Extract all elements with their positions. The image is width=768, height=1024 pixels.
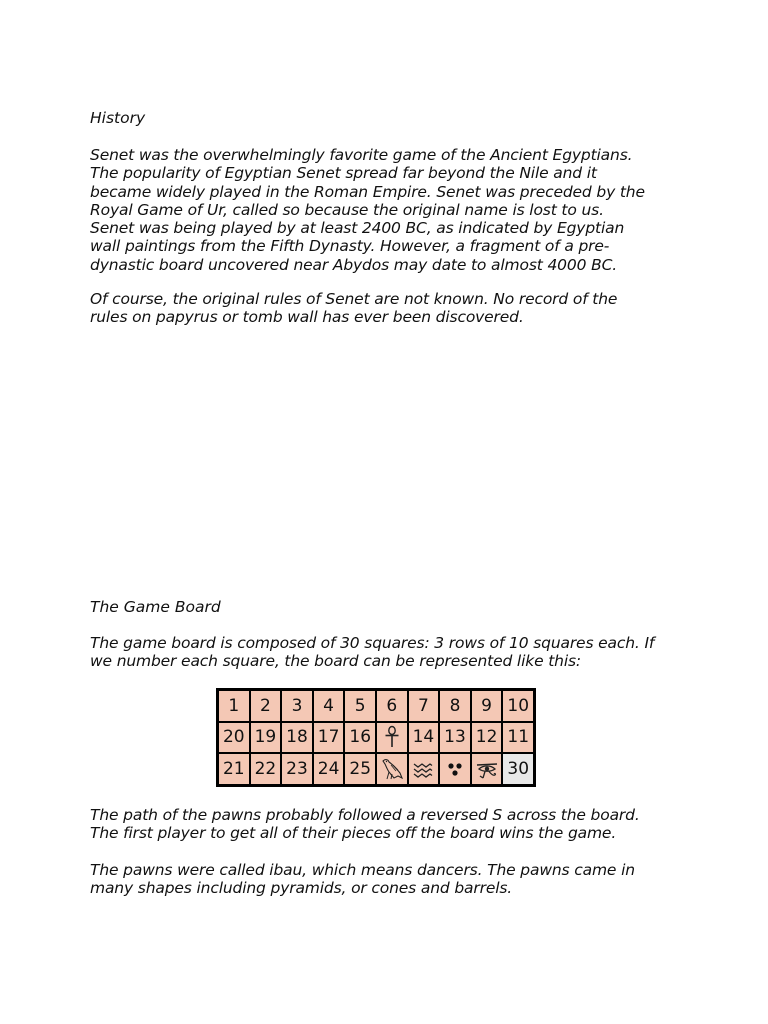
text-line: The path of the pawns probably followed a reversed S across the board. xyxy=(90,806,640,824)
board-square: 3 xyxy=(282,691,312,721)
board-square: 14 xyxy=(409,723,439,753)
eye-of-horus-icon xyxy=(474,756,500,782)
board-square: 12 xyxy=(472,723,502,753)
board-square: 23 xyxy=(282,754,312,784)
board-square: 18 xyxy=(282,723,312,753)
term-ibau: ibau, xyxy=(269,861,307,879)
history-heading: History xyxy=(90,109,146,127)
board-square: 5 xyxy=(345,691,375,721)
text-line: we number each square, the board can be represented like this: xyxy=(90,652,581,671)
history-paragraph-2 xyxy=(90,290,680,327)
board-square: 11 xyxy=(503,723,533,753)
board-square: 10 xyxy=(503,691,533,721)
board-square: 24 xyxy=(314,754,344,784)
board-square-final: 30 xyxy=(503,754,533,784)
game-board-heading: The Game Board xyxy=(90,598,221,616)
history-paragraph-1 xyxy=(90,146,680,274)
term-dancers: dancers. xyxy=(416,861,483,879)
board-square-water xyxy=(409,754,439,784)
board-square: 1 xyxy=(219,691,249,721)
ankh-icon xyxy=(379,724,405,750)
text-line: rules on papyrus or tomb wall has ever been discovered. xyxy=(90,308,524,327)
board-square: 9 xyxy=(472,691,502,721)
board-square: 13 xyxy=(440,723,470,753)
board-square: 8 xyxy=(440,691,470,721)
text-fragment: which means xyxy=(306,861,417,879)
path-description xyxy=(90,806,680,843)
board-square: 2 xyxy=(251,691,281,721)
three-dots-icon xyxy=(442,756,468,782)
board-square-ankh xyxy=(377,723,407,753)
text-fragment: The pawns were called xyxy=(90,861,270,879)
text-line: became widely played in the Roman Empire. Senet was preceded by the xyxy=(90,182,645,201)
text-line: The popularity of Egyptian Senet spread far beyond the Nile and it xyxy=(90,164,597,183)
text-line xyxy=(90,201,680,219)
text-line: Of course, the original rules of Senet are not known. No record of the xyxy=(90,290,618,308)
text-line: many shapes including pyramids, or cones and barrels. xyxy=(90,879,513,898)
text-line: Senet was the overwhelmingly favorite game of the Ancient Egyptians. xyxy=(90,146,633,164)
board-square-bird xyxy=(377,754,407,784)
text-fragment: The pawns came in xyxy=(482,861,635,879)
pawns-description xyxy=(90,861,680,898)
board-square: 6 xyxy=(377,691,407,721)
senet-board xyxy=(216,688,536,787)
board-square-three xyxy=(440,754,470,784)
text-line: dynastic board uncovered near Abydos may date to almost 4000 BC. xyxy=(90,255,618,274)
text-line: The game board is composed of 30 squares: 3 rows of 10 squares each. If xyxy=(90,634,655,652)
board-square-eye xyxy=(472,754,502,784)
board-square: 16 xyxy=(345,723,375,753)
board-square: 19 xyxy=(251,723,281,753)
text-line: wall paintings from the Fifth Dynasty. However, a fragment of a pre- xyxy=(90,237,610,256)
board-square: 4 xyxy=(314,691,344,721)
board-square: 7 xyxy=(409,691,439,721)
royal-game-of-ur-title: Royal Game of Ur, xyxy=(90,200,228,219)
board-square: 21 xyxy=(219,754,249,784)
board-square: 25 xyxy=(345,754,375,784)
text-line: Senet was being played by at least 2400 BC, as indicated by Egyptian xyxy=(90,219,625,238)
bird-icon xyxy=(379,756,405,782)
board-square: 22 xyxy=(251,754,281,784)
text-line: The first player to get all of their pieces off the board wins the game. xyxy=(90,824,617,843)
game-board-intro xyxy=(90,634,680,671)
board-square: 20 xyxy=(219,723,249,753)
text-fragment: called so because the original name is lost to us. xyxy=(227,200,604,219)
text-line xyxy=(90,861,680,879)
board-square: 17 xyxy=(314,723,344,753)
water-icon xyxy=(410,756,436,782)
